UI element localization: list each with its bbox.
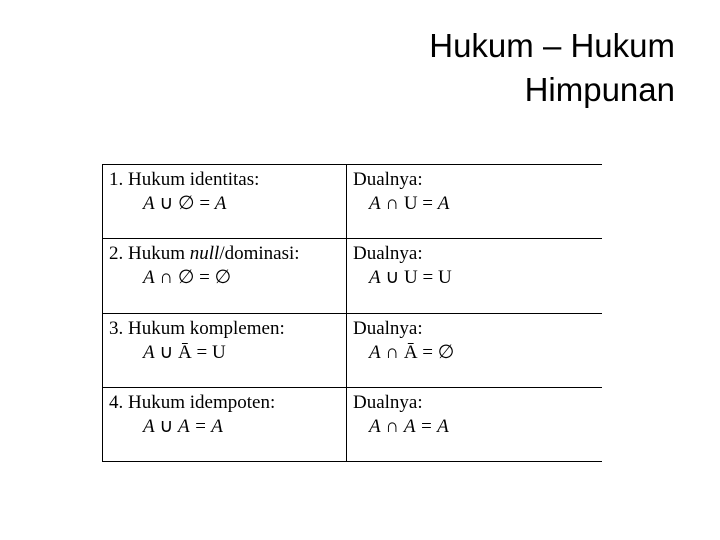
slide-title — [429, 24, 675, 112]
law-name: 1. Hukum identitas: — [109, 169, 260, 190]
dual-cell — [347, 313, 603, 387]
law-formula: A ∪ ∅ = A — [143, 193, 227, 214]
dual-formula: A ∪ U = U — [369, 267, 452, 289]
dual-label: Dualnya: — [353, 169, 423, 190]
dual-cell — [347, 387, 603, 461]
dual-label: Dualnya: — [353, 317, 423, 339]
dual-cell — [347, 165, 603, 239]
dual-cell — [347, 239, 603, 313]
law-name: 4. Hukum idempoten: — [109, 391, 276, 413]
table-row — [103, 313, 603, 387]
slide-title-line-2: Himpunan — [524, 71, 675, 108]
dual-label: Dualnya: — [353, 391, 423, 413]
law-formula: A ∩ ∅ = ∅ — [143, 267, 232, 289]
law-formula: A ∪ Ā = U — [143, 341, 226, 363]
law-formula: A ∪ A = A — [143, 415, 223, 437]
slide-title-line-1: Hukum – Hukum — [429, 27, 675, 64]
law-cell — [103, 387, 347, 461]
law-cell — [103, 165, 347, 239]
law-cell — [103, 313, 347, 387]
set-laws-table — [102, 164, 602, 462]
table-row — [103, 239, 603, 313]
dual-formula: A ∩ Ā = ∅ — [369, 341, 455, 363]
table-row — [103, 165, 603, 239]
law-name: 3. Hukum komplemen: — [109, 317, 285, 339]
dual-formula: A ∩ A = A — [369, 415, 449, 437]
dual-label: Dualnya: — [353, 243, 423, 265]
dual-formula: A ∩ U = A — [369, 193, 450, 214]
table-row — [103, 387, 603, 461]
law-cell — [103, 239, 347, 313]
law-name: 2. Hukum null/dominasi: — [109, 243, 300, 265]
